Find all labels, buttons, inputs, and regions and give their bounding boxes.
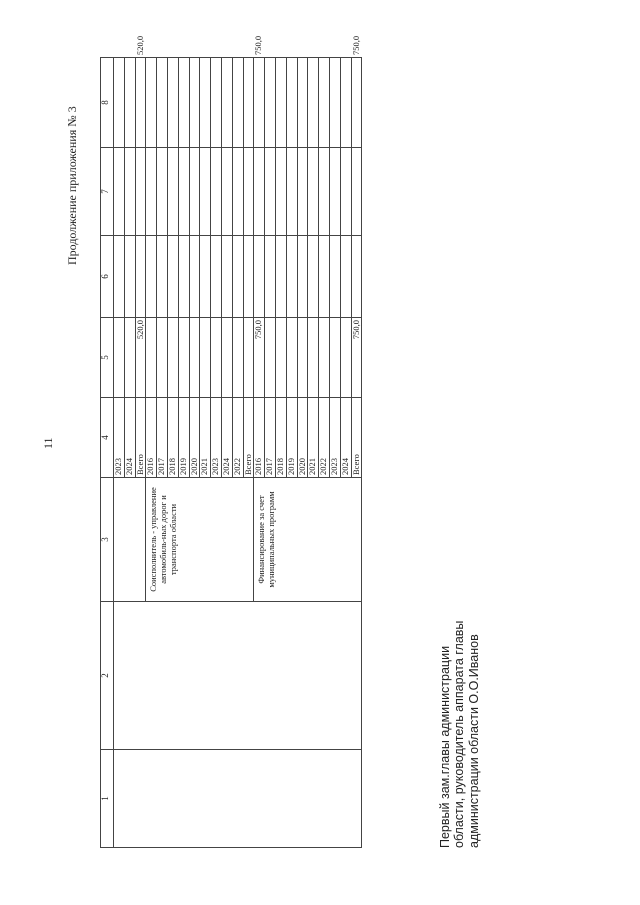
year-cell: 2018 [275,398,286,478]
column-2-cell [114,602,362,750]
value-cell-4 [211,318,222,398]
value-cell-6 [189,148,200,236]
table-row: Всего 750,0 750,0 [351,58,362,848]
year-cell: 2017 [157,398,168,478]
value-cell-6 [146,148,157,236]
table-row [114,58,125,848]
value-cell-7 [146,58,157,148]
value-cell-5 [275,236,286,318]
value-cell-6 [200,148,211,236]
value-cell-7 [265,58,276,148]
value-cell-7 [329,58,340,148]
year-cell: 2023 [114,398,125,478]
year-cell: 2023 [329,398,340,478]
value-cell-4 [114,318,125,398]
value-cell-4 [146,318,157,398]
value-cell-5 [200,236,211,318]
value-cell-5 [211,236,222,318]
value-cell-4 [124,318,135,398]
value-cell-5 [265,236,276,318]
value-cell-6 [286,148,297,236]
value-cell-6 [275,148,286,236]
value-cell-4 [221,318,232,398]
value-cell-4 [243,318,254,398]
year-cell: 2021 [308,398,319,478]
value-cell-5 [297,236,308,318]
value-cell-4 [265,318,276,398]
value-cell-4 [232,318,243,398]
year-cell: 2024 [221,398,232,478]
value-cell-4 [308,318,319,398]
value-cell-7 [124,58,135,148]
col-header-7: 7 [101,148,114,236]
column-1-cell [114,750,362,848]
value-cell-6 [124,148,135,236]
column-3-carry-cell [114,478,146,602]
value-cell-7 [297,58,308,148]
value-cell-5 [124,236,135,318]
value-cell-6 [157,148,168,236]
value-cell-6 [211,148,222,236]
value-cell-5 [232,236,243,318]
value-cell-6 [254,148,265,236]
year-cell: 2023 [211,398,222,478]
signature-block [438,608,481,848]
value-cell-5 [329,236,340,318]
value-cell-6 [308,148,319,236]
value-cell-4 [189,318,200,398]
value-cell-7 [319,58,330,148]
value-cell-5 [243,236,254,318]
block1-description: Соисполнитель - управление автомобиль-ных дорог и транспорта области [146,478,254,602]
value-cell-6 [243,148,254,236]
year-cell: 2022 [319,398,330,478]
value-cell-4 [329,318,340,398]
value-cell-5 [340,236,351,318]
value-cell-4 [275,318,286,398]
value-cell-5 [286,236,297,318]
col-header-3: 3 [101,478,114,602]
value-cell-7 [178,58,189,148]
value-cell-6 [297,148,308,236]
year-cell: 2024 [124,398,135,478]
value-cell-6 [329,148,340,236]
value-cell-6 [135,148,146,236]
value-cell-4 [178,318,189,398]
column-number-row [101,58,114,848]
value-cell-7 [340,58,351,148]
value-cell-4 [167,318,178,398]
col-header-6: 6 [101,236,114,318]
value-cell-7 [254,58,265,148]
value-cell-6 [221,148,232,236]
year-cell: 2020 [297,398,308,478]
year-cell: 2018 [167,398,178,478]
col-header-5: 5 [101,318,114,398]
year-cell: 2024 [340,398,351,478]
value-cell-5 [189,236,200,318]
value-cell-5 [167,236,178,318]
value-cell-6 [114,148,125,236]
year-cell: 2021 [200,398,211,478]
page-number: 11 [41,437,55,449]
value-cell-7 [211,58,222,148]
table-row: Всего 520,0 520,0 [135,58,146,848]
signature-line-3: администрации области О.О.Иванов [466,634,481,848]
block2-description: Финансирование за счет муниципальных программ [254,478,362,602]
value-cell-5 [351,236,362,318]
value-cell-6 [178,148,189,236]
value-cell-7 [232,58,243,148]
year-cell: 2022 [232,398,243,478]
continuation-label: Продолжение приложения № 3 [65,106,79,265]
value-cell-4: 750,0 [351,318,362,398]
value-cell-7 [308,58,319,148]
value-cell-7 [157,58,168,148]
value-cell-5 [157,236,168,318]
rotated-table-wrapper [100,35,405,848]
col-header-4: 4 [101,398,114,478]
value-cell-5 [308,236,319,318]
value-cell-5 [135,236,146,318]
value-cell-7 [167,58,178,148]
year-cell: 2019 [286,398,297,478]
value-cell-4 [157,318,168,398]
col-header-2: 2 [101,602,114,750]
value-cell-4 [319,318,330,398]
year-cell: 2017 [265,398,276,478]
value-cell-7 [286,58,297,148]
value-cell-7 [135,58,146,148]
year-cell: 2020 [189,398,200,478]
value-cell-5 [114,236,125,318]
year-cell: 2019 [178,398,189,478]
value-cell-6 [340,148,351,236]
value-cell-7 [275,58,286,148]
value-cell-7 [189,58,200,148]
value-cell-6 [351,148,362,236]
value-cell-4: 520,0 [135,318,146,398]
value-cell-5 [221,236,232,318]
col-header-8: 8 [101,58,114,148]
value-cell-5 [146,236,157,318]
col-header-1: 1 [101,750,114,848]
value-cell-7 [114,58,125,148]
funding-table [100,35,362,848]
year-cell: 2016 [254,398,265,478]
value-cell-6 [319,148,330,236]
value-cell-7 [221,58,232,148]
table-row: Финансирование за счет муниципальных программ 2016 750,0 750,0 [254,58,265,848]
value-cell-5 [178,236,189,318]
value-cell-4 [200,318,211,398]
value-cell-5 [319,236,330,318]
table-body [113,35,362,848]
value-cell-5 [254,236,265,318]
value-cell-4 [286,318,297,398]
year-cell: Всего [243,398,254,478]
value-cell-7 [243,58,254,148]
signature-line-1: Первый зам.главы администрации [438,645,452,848]
value-cell-6 [167,148,178,236]
value-cell-4 [297,318,308,398]
year-cell: Всего [135,398,146,478]
value-cell-4 [340,318,351,398]
value-cell-7 [351,58,362,148]
year-cell: Всего [351,398,362,478]
value-cell-7 [200,58,211,148]
value-cell-6 [265,148,276,236]
year-cell: 2016 [146,398,157,478]
value-cell-4: 750,0 [254,318,265,398]
value-cell-6 [232,148,243,236]
signature-line-2: области, руководитель аппарата главы [452,620,467,848]
